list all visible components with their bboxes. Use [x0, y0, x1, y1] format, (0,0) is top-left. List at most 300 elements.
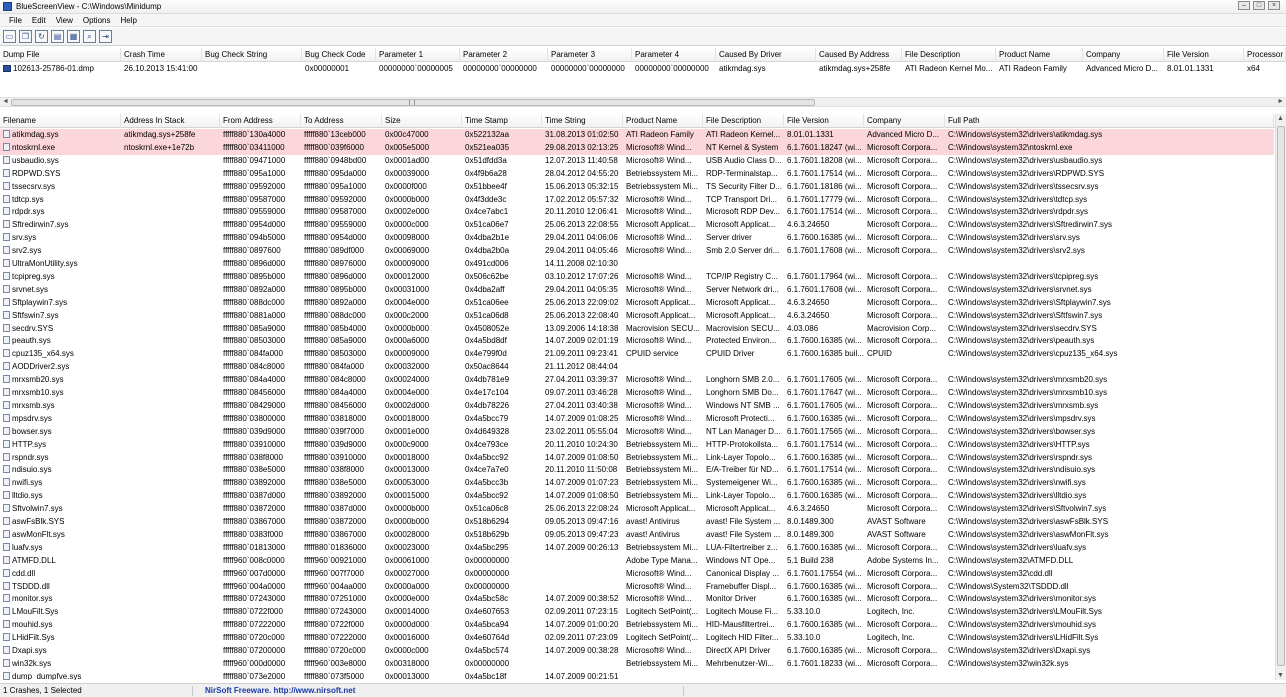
- cell-text: fffff880`01836000: [304, 542, 367, 552]
- cell-time-stamp: [462, 181, 542, 194]
- table-row[interactable]: [0, 219, 1274, 232]
- cell-text: 6.1.7601.18233 (wi...: [787, 658, 862, 668]
- exit-icon[interactable]: ⇥: [99, 30, 112, 43]
- table-row[interactable]: [0, 452, 1274, 465]
- cell-text: fffff880`094b5000: [223, 233, 286, 243]
- cell-text: Microsoft Corpora...: [867, 194, 938, 204]
- cell-size: [382, 581, 462, 594]
- column-header-full-path[interactable]: Full Path: [945, 114, 1274, 128]
- cell-text: 0x00318000: [385, 658, 430, 668]
- cell-text: ndisuio.sys: [12, 465, 52, 475]
- properties-icon[interactable]: ▤: [51, 30, 64, 43]
- cell-text: fffff880`08429000: [223, 400, 286, 410]
- scroll-right-icon[interactable]: ►: [1277, 98, 1284, 105]
- menu-help[interactable]: Help: [120, 16, 137, 25]
- cell-file-version: [784, 606, 864, 619]
- cell-full-path: [945, 490, 1274, 503]
- cell-company: [864, 529, 945, 542]
- column-header-bug-check-code[interactable]: Bug Check Code: [302, 48, 376, 62]
- cell-text: 8.01.01.1331: [1167, 64, 1214, 73]
- cell-full-path: [945, 555, 1274, 568]
- cell-from-address: [220, 181, 301, 194]
- cell-text: 20.11.2010 11:50:08: [545, 465, 618, 475]
- dump-list[interactable]: [0, 48, 1286, 96]
- column-header-parameter-1[interactable]: Parameter 1: [376, 48, 460, 62]
- cell-text: 0x51ca06c8: [465, 504, 509, 514]
- table-row[interactable]: [0, 542, 1274, 555]
- cell-file-version: [784, 206, 864, 219]
- column-header-file-description[interactable]: File Description: [902, 48, 996, 62]
- cell-text: 0x0000b000: [385, 517, 430, 526]
- cell-file-description: [703, 245, 784, 258]
- cell-text: 6.1.7601.17565 (wi...: [787, 426, 862, 436]
- cell-to-address: [301, 593, 382, 606]
- cell-text: C:\Windows\system32\drivers\srv.sys: [948, 233, 1080, 243]
- cell-from-address: [220, 529, 301, 542]
- cell-text: 0x00024000: [385, 375, 430, 385]
- cell-text: fffff880`0896d000: [304, 271, 367, 281]
- cell-text: Systemeigener Wi...: [706, 478, 778, 488]
- cell-size: [382, 323, 462, 336]
- table-row[interactable]: [0, 297, 1274, 310]
- cell-text: 0x000a6000: [385, 336, 430, 346]
- table-row[interactable]: [0, 658, 1274, 671]
- column-header-address-in-stack[interactable]: Address In Stack: [121, 114, 220, 128]
- scroll-left-icon[interactable]: ◄: [2, 98, 9, 105]
- driver-file-icon: [3, 478, 10, 486]
- cell-full-path: [945, 348, 1274, 361]
- cell-text: 6.1.7600.16385 (wi...: [787, 581, 862, 591]
- cell-to-address: [301, 284, 382, 297]
- table-row[interactable]: [0, 284, 1274, 297]
- cell-time-stamp: [462, 477, 542, 490]
- table-row[interactable]: [0, 129, 1274, 142]
- cell-text: ATI Radeon Kernel...: [706, 130, 781, 139]
- cell-text: fffff880`07243000: [223, 594, 286, 604]
- cell-filename: [0, 555, 121, 568]
- cell-full-path: [945, 129, 1274, 142]
- cell-size: [382, 310, 462, 323]
- cell-text: C:\Windows\system32\drivers\peauth.sys: [948, 336, 1095, 346]
- table-row[interactable]: [0, 323, 1274, 336]
- cell-text: Betriebssystem Mi...: [626, 491, 699, 501]
- cell-text: 0x491cd006: [465, 259, 509, 268]
- cell-file-version: [784, 323, 864, 336]
- cell-file-version: [784, 593, 864, 606]
- cell-text: 00000000`00000005: [379, 64, 453, 73]
- cell-text: 0x00000000: [465, 658, 510, 668]
- column-header-crash-time[interactable]: Crash Time: [121, 48, 202, 62]
- cell-text: fffff880`03818000: [304, 413, 367, 423]
- cell-text: Microsoft® Wind...: [626, 413, 692, 423]
- cell-text: 0x00014000: [385, 607, 430, 617]
- table-row[interactable]: [0, 581, 1274, 594]
- cell-size: [382, 361, 462, 374]
- cell-file-description: [703, 374, 784, 387]
- driver-file-icon: [3, 453, 10, 461]
- cell-company: [864, 581, 945, 594]
- cell-to-address: [301, 258, 382, 271]
- cell-filename: [0, 297, 121, 310]
- cell-text: 02.09.2011 07:23:09: [545, 633, 618, 643]
- table-row[interactable]: [0, 632, 1274, 645]
- vertical-scrollbar[interactable]: [1275, 114, 1286, 680]
- cell-time-stamp: [462, 581, 542, 594]
- cell-product-name: [623, 181, 703, 194]
- cell-text: mouhid.sys: [12, 620, 53, 630]
- cell-text: fffff880`03867000: [223, 517, 286, 526]
- column-header-company[interactable]: Company: [864, 114, 945, 128]
- column-header-file-version[interactable]: File Version: [1164, 48, 1244, 62]
- cell-from-address: [220, 348, 301, 361]
- cell-from-address: [220, 645, 301, 658]
- cell-filename: [0, 310, 121, 323]
- table-row[interactable]: [0, 464, 1274, 477]
- cell-time-string: [542, 606, 623, 619]
- app-icon: [3, 2, 12, 11]
- menu-view[interactable]: View: [55, 16, 73, 25]
- cell-text: 0x4d649328: [465, 426, 510, 436]
- cell-size: [382, 464, 462, 477]
- cell-filename: [0, 568, 121, 581]
- cell-text: C:\Windows\system32\drivers\tdtcp.sys: [948, 194, 1088, 204]
- minimize-icon[interactable]: –: [1238, 1, 1250, 10]
- column-header-dump-file[interactable]: Dump File: [0, 48, 121, 62]
- cell-to-address: [301, 413, 382, 426]
- cell-from-address: [220, 606, 301, 619]
- menu-edit[interactable]: Edit: [31, 16, 46, 25]
- cell-company: [864, 568, 945, 581]
- cell-to-address: [301, 323, 382, 336]
- cell-text: Microsoft Corpora...: [867, 246, 938, 256]
- cell-file-description: [703, 426, 784, 439]
- scroll-down-icon[interactable]: ▼: [1277, 672, 1284, 679]
- cell-file-description: [703, 284, 784, 297]
- cell-text: fffff880`03800000: [223, 413, 286, 423]
- cell-text: 0x00028000: [385, 529, 430, 539]
- table-row[interactable]: [0, 232, 1274, 245]
- column-header-product-name[interactable]: Product Name: [996, 48, 1083, 62]
- cell-text: cpuz135_x64.sys: [12, 349, 74, 359]
- cell-filename: [0, 439, 121, 452]
- cell-from-address: [220, 361, 301, 374]
- cell-text: fffff880`084fa000: [223, 349, 283, 359]
- cell-company: [864, 632, 945, 645]
- cell-text: 29.08.2013 02:13:25: [545, 142, 619, 152]
- cell-size: [382, 671, 462, 680]
- cell-text: ntoskrnl.exe+1e72b: [124, 142, 195, 152]
- cell-product-name: [623, 542, 703, 555]
- cell-time-stamp: [462, 387, 542, 400]
- cell-to-address: [301, 168, 382, 181]
- cell-text: 5.33.10.0: [787, 607, 821, 617]
- cell-text: Microsoft Corpora...: [867, 271, 938, 281]
- table-row[interactable]: [0, 63, 1274, 76]
- cell-to-address: [301, 490, 382, 503]
- cell-time-string: [542, 542, 623, 555]
- cell-text: C:\Windows\system32\drivers\monitor.sys: [948, 594, 1097, 604]
- table-row[interactable]: [0, 439, 1274, 452]
- cell-filename: [0, 181, 121, 194]
- cell-text: 0x521ea035: [465, 142, 510, 152]
- cell-time-string: [542, 387, 623, 400]
- scroll-up-icon[interactable]: ▲: [1277, 115, 1284, 122]
- column-header-parameter-4[interactable]: Parameter 4: [632, 48, 716, 62]
- cell-parameter-3: [548, 63, 632, 76]
- nirsoft-link[interactable]: NirSoft Freeware. http://www.nirsoft.net: [205, 686, 356, 695]
- cell-time-stamp: [462, 645, 542, 658]
- table-row[interactable]: [0, 400, 1274, 413]
- table-row[interactable]: [0, 271, 1274, 284]
- cell-file-description: [703, 232, 784, 245]
- cell-text: 00000000`00000000: [635, 64, 709, 73]
- cell-text: x64: [1247, 64, 1260, 73]
- cell-text: Microsoft® Wind...: [626, 155, 692, 165]
- cell-product-name: [623, 374, 703, 387]
- cell-from-address: [220, 477, 301, 490]
- column-header-caused-by-address[interactable]: Caused By Address: [816, 48, 902, 62]
- table-row[interactable]: [0, 529, 1274, 542]
- column-header-size[interactable]: Size: [382, 114, 462, 128]
- status-count: 1 Crashes, 1 Selected: [3, 686, 193, 696]
- cell-text: Microsoft Protecti...: [706, 413, 775, 423]
- cell-text: fffff880`03892000: [223, 478, 286, 488]
- menu-options[interactable]: Options: [82, 16, 111, 25]
- cell-company: [864, 658, 945, 671]
- save-icon[interactable]: ▭: [3, 30, 16, 43]
- cell-text: Server Network dri...: [706, 284, 779, 294]
- cell-product-name: [623, 581, 703, 594]
- cell-to-address: [301, 348, 382, 361]
- cell-text: 0x00027000: [385, 568, 430, 578]
- cell-file-version: [784, 232, 864, 245]
- table-row[interactable]: [0, 645, 1274, 658]
- cell-text: fffff880`0896d000: [223, 259, 286, 268]
- column-header-processor[interactable]: Processor: [1244, 48, 1286, 62]
- refresh-icon[interactable]: ↻: [35, 30, 48, 43]
- cell-from-address: [220, 581, 301, 594]
- column-header-company[interactable]: Company: [1083, 48, 1164, 62]
- driver-list[interactable]: [0, 114, 1286, 680]
- cell-text: Framebuffer Displ...: [706, 581, 777, 591]
- cell-file-version: [784, 310, 864, 323]
- cell-text: C:\Windows\system32\drivers\mrxsmb10.sys: [948, 388, 1108, 397]
- table-row[interactable]: [0, 168, 1274, 181]
- table-row[interactable]: [0, 671, 1274, 680]
- driver-file-icon: [3, 530, 10, 538]
- cell-filename: [0, 284, 121, 297]
- cell-file-description: [703, 142, 784, 155]
- cell-text: fffff880`09592000: [223, 181, 286, 191]
- cell-filename: [0, 516, 121, 529]
- cell-text: Sftplaywin7.sys: [12, 297, 68, 307]
- table-row[interactable]: [0, 490, 1274, 503]
- cell-company: [864, 142, 945, 155]
- cell-file-description: [703, 658, 784, 671]
- table-row[interactable]: [0, 155, 1274, 168]
- cell-text: 0x4db78226: [465, 400, 510, 410]
- cell-text: 0x4f9b6a28: [465, 168, 507, 178]
- cell-time-stamp: [462, 284, 542, 297]
- cell-full-path: [945, 426, 1274, 439]
- cell-time-string: [542, 529, 623, 542]
- cell-text: rdpdr.sys: [12, 207, 45, 217]
- cell-text: Microsoft® Wind...: [626, 426, 692, 436]
- cell-size: [382, 284, 462, 297]
- table-row[interactable]: [0, 335, 1274, 348]
- table-row[interactable]: [0, 606, 1274, 619]
- cell-filename: [0, 142, 121, 155]
- cell-text: 14.07.2009 01:08:50: [545, 491, 619, 501]
- cell-from-address: [220, 129, 301, 142]
- cell-full-path: [945, 297, 1274, 310]
- table-row[interactable]: [0, 194, 1274, 207]
- cell-text: 09.07.2011 03:46:28: [545, 388, 618, 397]
- cell-to-address: [301, 477, 382, 490]
- table-row[interactable]: [0, 206, 1274, 219]
- cell-caused-by-driver: [716, 63, 816, 76]
- cell-company: [864, 194, 945, 207]
- cell-to-address: [301, 245, 382, 258]
- html-report-icon[interactable]: ▦: [67, 30, 80, 43]
- find-icon[interactable]: ⌕: [83, 30, 96, 43]
- cell-product-name: [623, 297, 703, 310]
- cell-text: fffff880`03910000: [223, 439, 286, 449]
- cell-text: 0x0000b000: [385, 323, 430, 333]
- cell-text: Microsoft Corpora...: [867, 465, 938, 475]
- column-header-parameter-3[interactable]: Parameter 3: [548, 48, 632, 62]
- column-header-file-description[interactable]: File Description: [703, 114, 784, 128]
- cell-text: monitor.sys: [12, 594, 53, 604]
- cell-file-version: [784, 439, 864, 452]
- cell-text: C:\Windows\system32\drivers\atikmdag.sys: [948, 130, 1103, 139]
- cell-product-name: [623, 568, 703, 581]
- column-header-product-name[interactable]: Product Name: [623, 114, 703, 128]
- cell-time-string: [542, 464, 623, 477]
- column-header-from-address[interactable]: From Address: [220, 114, 301, 128]
- table-row[interactable]: [0, 413, 1274, 426]
- cell-text: fffff880`089df000: [304, 246, 364, 256]
- cell-text: fffff880`084c8000: [223, 362, 285, 372]
- table-row[interactable]: [0, 258, 1274, 271]
- cell-time-string: [542, 206, 623, 219]
- cell-company: [864, 129, 945, 142]
- cell-text: 0x4db781e9: [465, 375, 510, 385]
- cell-text: 0x00069000: [385, 246, 430, 256]
- cell-text: 0x0000e000: [385, 594, 430, 604]
- cell-text: 14.07.2009 01:00:20: [545, 620, 619, 630]
- cell-text: Microsoft® Wind...: [626, 388, 692, 397]
- table-row[interactable]: [0, 555, 1274, 568]
- cell-text: Logitech SetPoint(...: [626, 633, 699, 643]
- cell-size: [382, 606, 462, 619]
- column-header-bug-check-string[interactable]: Bug Check String: [202, 48, 302, 62]
- column-header-time-stamp[interactable]: Time Stamp: [462, 114, 542, 128]
- cell-text: 0x00013000: [385, 671, 430, 680]
- table-row[interactable]: [0, 374, 1274, 387]
- column-header-filename[interactable]: Filename: [0, 114, 121, 128]
- cell-text: Microsoft Applicat...: [626, 297, 696, 307]
- cell-time-stamp: [462, 606, 542, 619]
- horizontal-scrollbar[interactable]: [0, 97, 1286, 107]
- cell-text: mpsdrv.sys: [12, 413, 52, 423]
- table-row[interactable]: [0, 568, 1274, 581]
- table-row[interactable]: [0, 348, 1274, 361]
- table-row[interactable]: [0, 503, 1274, 516]
- close-icon[interactable]: ×: [1268, 1, 1280, 10]
- cell-file-version: [784, 387, 864, 400]
- cell-text: fffff880`0954d000: [223, 220, 286, 230]
- cell-text: 0x00031000: [385, 284, 430, 294]
- column-header-caused-by-driver[interactable]: Caused By Driver: [716, 48, 816, 62]
- maximize-icon[interactable]: □: [1253, 1, 1265, 10]
- table-row[interactable]: [0, 593, 1274, 606]
- menu-file[interactable]: File: [9, 16, 22, 25]
- scroll-thumb[interactable]: [1277, 126, 1285, 666]
- driver-file-icon: [3, 646, 10, 654]
- table-row[interactable]: [0, 516, 1274, 529]
- cell-from-address: [220, 516, 301, 529]
- table-row[interactable]: [0, 477, 1274, 490]
- cell-text: 0x4ce7abc1: [465, 207, 509, 217]
- column-header-file-version[interactable]: File Version: [784, 114, 864, 128]
- cell-product-name: [623, 245, 703, 258]
- cell-text: 27.04.2011 03:40:38: [545, 400, 618, 410]
- cell-text: 14.07.2009 01:08:25: [545, 413, 619, 423]
- cell-text: 0x4a5bc58c: [465, 594, 509, 604]
- cell-size: [382, 258, 462, 271]
- cell-text: Microsoft RDP Dev...: [706, 207, 780, 217]
- cell-file-description: [703, 503, 784, 516]
- table-row[interactable]: [0, 387, 1274, 400]
- table-row[interactable]: [0, 361, 1274, 374]
- column-header-time-string[interactable]: Time String: [542, 114, 623, 128]
- table-row[interactable]: [0, 310, 1274, 323]
- column-header-parameter-2[interactable]: Parameter 2: [460, 48, 548, 62]
- cell-product-name: [623, 439, 703, 452]
- cell-text: CPUID Driver: [706, 349, 755, 359]
- cell-text: Microsoft Corpora...: [867, 336, 938, 346]
- cell-from-address: [220, 464, 301, 477]
- cell-text: fffff880`0892a000: [304, 297, 367, 307]
- table-row[interactable]: [0, 426, 1274, 439]
- cell-text: fffff960`003e8000: [304, 658, 367, 668]
- cell-file-version: [784, 400, 864, 413]
- cell-from-address: [220, 593, 301, 606]
- table-row[interactable]: [0, 142, 1274, 155]
- cell-text: 0x522132aa: [465, 130, 510, 139]
- cell-company: [864, 477, 945, 490]
- copy-icon[interactable]: ❐: [19, 30, 32, 43]
- table-row[interactable]: [0, 245, 1274, 258]
- cell-text: Microsoft Applicat...: [626, 504, 696, 514]
- cell-text: 6.1.7600.16385 (wi...: [787, 413, 862, 423]
- cell-to-address: [301, 606, 382, 619]
- cell-text: C:\Windows\system32\drivers\mrxsmb20.sys: [948, 375, 1108, 385]
- driver-file-icon: [3, 659, 10, 667]
- column-header-to-address[interactable]: To Address: [301, 114, 382, 128]
- cell-size: [382, 503, 462, 516]
- cell-parameter-4: [632, 63, 716, 76]
- cell-time-string: [542, 400, 623, 413]
- table-row[interactable]: [0, 619, 1274, 632]
- cell-text: Microsoft Corpora...: [867, 491, 938, 501]
- cell-text: Microsoft® Wind...: [626, 568, 692, 578]
- cell-time-string: [542, 271, 623, 284]
- cell-text: 0x00018000: [385, 452, 430, 462]
- cell-text: Microsoft Corpora...: [867, 426, 938, 436]
- table-row[interactable]: [0, 181, 1274, 194]
